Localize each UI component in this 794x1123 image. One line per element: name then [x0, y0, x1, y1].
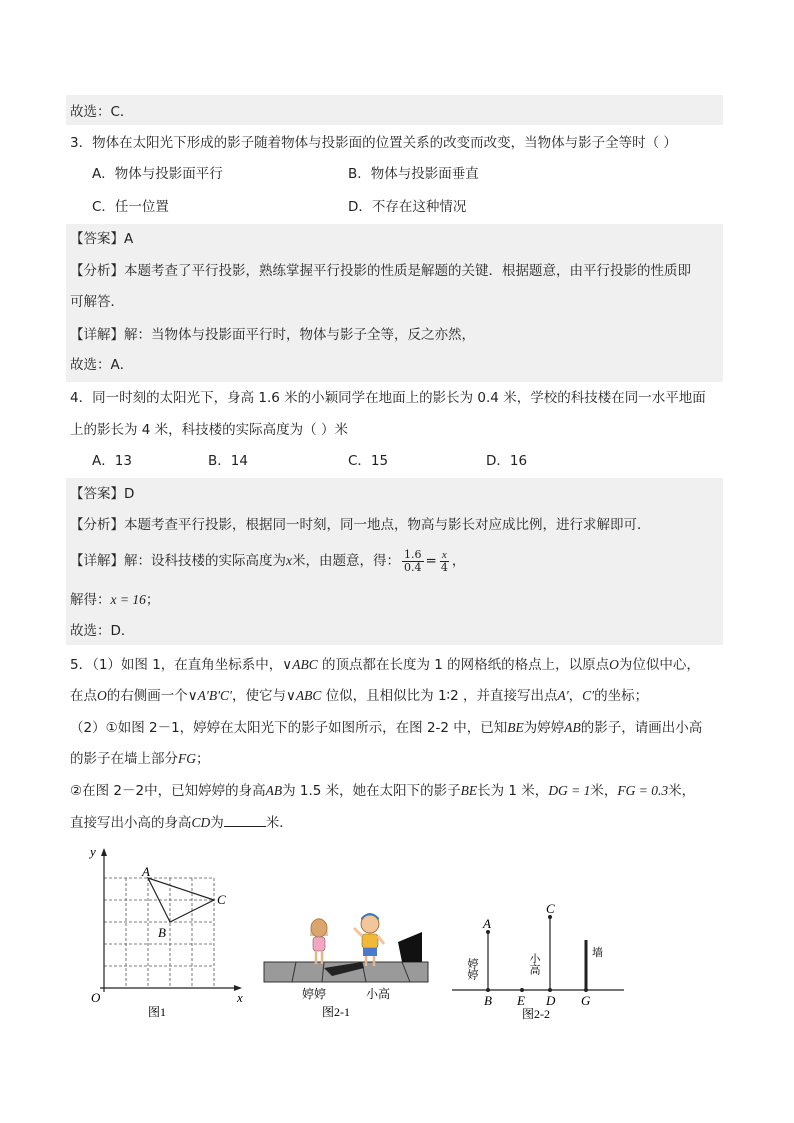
fig1-point-c: C: [217, 892, 226, 907]
q5-text: 为婷婷: [523, 720, 565, 736]
q4-detail-post: 米，由题意，得：: [292, 553, 400, 569]
q3-option-b: B．物体与投影面垂直: [348, 166, 479, 182]
fig1-y-label: y: [90, 844, 96, 859]
q4-option-d: D．16: [486, 453, 528, 469]
q4-equals: =: [425, 553, 437, 569]
q3-detail: 【详解】解：当物体与投影面平行时，物体与影子全等，反之亦然，: [70, 327, 475, 343]
q5-text: 米．: [265, 815, 293, 831]
q4-detail-end: ，: [451, 553, 466, 569]
fig2-2-label-tingting: 婷婷: [466, 958, 478, 980]
q5-text: 长为 1 米，: [477, 783, 549, 799]
q5-text: 为位似中心，: [618, 657, 700, 673]
q5-math: C′: [582, 688, 595, 703]
q5-text: ；: [196, 751, 210, 767]
q5-text: 直接写出小高的身高: [70, 815, 192, 831]
fig2-2-caption: 图2-2: [522, 1007, 550, 1021]
q5-para-1: [70, 655, 700, 675]
fig2-2-point-e: E: [517, 993, 525, 1008]
q5-math: DG = 1: [548, 783, 591, 798]
q5-para-3: [70, 718, 702, 738]
q4-fraction-1: [402, 549, 424, 574]
q5-math: FG = 0.3: [617, 783, 669, 798]
solution-block-q3: [66, 224, 723, 382]
fig2-2-point-d: D: [546, 993, 556, 1008]
q5-text: ，: [568, 688, 583, 704]
q5-text: 米，: [590, 783, 618, 799]
q4-stem-1: 4．同一时刻的太阳光下，身高 1.6 米的小颖同学在地面上的影长为 0.4 米，学校的科技楼在同一水平地面: [70, 390, 706, 406]
fig1-caption: 图1: [148, 1005, 167, 1019]
q5-para-4: [70, 749, 210, 769]
q4-solve-eq: x = 16: [110, 592, 146, 607]
q4-fraction-2-den: 4: [440, 560, 448, 574]
q5-text: ②在图 2－2中，已知婷婷的身高: [70, 783, 266, 799]
q5-text: 的影子在墙上部分: [70, 751, 178, 767]
fig1-point-b: B: [158, 925, 166, 940]
answer-blank[interactable]: [224, 812, 266, 827]
q4-detail-pre: 【详解】解：设科技楼的实际高度为: [70, 553, 286, 569]
solution-block-prev: [66, 95, 723, 125]
q5-text: 的右侧画一个∨: [106, 688, 198, 704]
q3-analysis-1: 【分析】本题考查了平行投影，熟练掌握平行投影的性质是解题的关键．根据题意，由平行投影的性质即: [70, 263, 691, 279]
q5-para-5: [70, 781, 695, 801]
q5-math: AB: [564, 720, 581, 735]
q3-analysis-2: 可解答．: [70, 294, 124, 310]
girl-figure: [310, 918, 328, 964]
q4-analysis: 【分析】本题考查平行投影，根据同一时刻，同一地点，物高与影长对应成比例，进行求解即可．: [70, 517, 651, 533]
q5-math: BE: [460, 783, 478, 798]
q5-text: 的影子，请画出小高: [580, 720, 703, 736]
q5-math: AB: [265, 783, 283, 798]
fig1-origin-label: O: [91, 990, 101, 1005]
q4-solve-end: ；: [145, 592, 160, 608]
q3-option-a: A．物体与投影面平行: [92, 166, 223, 182]
q5-math: A′B′C′: [197, 688, 232, 703]
figure-2-1: [262, 906, 430, 1020]
q3-option-c: C．任一位置: [92, 199, 169, 215]
q4-answer: 【答案】D: [70, 486, 135, 502]
q4-fraction-1-den: 0.4: [404, 560, 422, 574]
fig1-x-label: x: [237, 990, 243, 1005]
fig2-1-label-right: 小高: [366, 987, 391, 1001]
q5-text: 位似，且相似比为 1∶2 ，并直接写出点: [321, 688, 558, 704]
q4-solve-pre: 解得：: [70, 592, 111, 608]
q5-text: 5．（1）如图 1，在直角坐标系中，∨: [70, 657, 293, 673]
q5-text: 的坐标；: [594, 688, 649, 704]
q4-option-a: A．13: [92, 453, 132, 469]
q5-text: （2）①如图 2－1，婷婷在太阳光下的影子如图所示，在图 2-2 中，已知: [70, 720, 508, 736]
fig2-2-label-xiaogao: 小高: [528, 953, 540, 975]
fig1-point-a: A: [142, 864, 150, 879]
boy-figure: [354, 913, 384, 966]
q5-math: O: [97, 688, 107, 703]
fig2-2-point-g: G: [581, 993, 591, 1008]
q5-math: CD: [191, 815, 211, 830]
q5-text: 米，: [668, 783, 696, 799]
q5-para-6: [70, 812, 293, 833]
fig2-2-point-c: C: [546, 901, 555, 916]
q5-text: ，使它与∨: [232, 688, 296, 704]
q4-choose: 故选：D．: [70, 623, 135, 639]
q3-choose: 故选：A．: [70, 357, 134, 373]
q5-text: 在点: [70, 688, 97, 704]
fig2-1-caption: 图2-1: [322, 1005, 350, 1019]
q4-solve: [70, 590, 159, 610]
q5-math: FG: [178, 751, 196, 766]
q3-option-d: D．不存在这种情况: [348, 199, 467, 215]
q5-para-2: [70, 686, 648, 706]
fig2-2-point-a: A: [483, 916, 491, 931]
q5-math: ABC: [292, 657, 318, 672]
q3-answer: 【答案】A: [70, 231, 134, 247]
q4-fraction-2: [439, 549, 450, 574]
q4-fraction-2-num: x: [441, 548, 447, 561]
q4-fraction-1-num: 1.6: [404, 547, 422, 561]
q5-text: 为: [210, 815, 224, 831]
q4-detail-var: x: [286, 553, 292, 568]
q4-option-c: C．15: [348, 453, 389, 469]
q5-math: O: [609, 657, 619, 672]
figure-1: [86, 842, 256, 1020]
q3-stem: 3．物体在太阳光下形成的影子随着物体与投影面的位置关系的改变而改变，当物体与影子全等时（ ）: [70, 135, 677, 151]
q4-option-b: B．14: [208, 453, 248, 469]
q4-stem-2: 上的影长为 4 米，科技楼的实际高度为（ ）米: [70, 422, 348, 438]
q5-text: 为 1.5 米，她在太阳下的影子: [282, 783, 461, 799]
fig2-1-label-left: 婷婷: [302, 987, 327, 1001]
q5-math: A′: [557, 688, 569, 703]
figure-2-2: [450, 898, 630, 1022]
q5-math: BE: [507, 720, 524, 735]
q4-detail: [70, 546, 465, 576]
fig2-2-label-wall: 墙: [592, 947, 603, 959]
q5-text: 的顶点都在长度为 1 的网格纸的格点上，以原点: [317, 657, 610, 673]
q5-math: ABC: [295, 688, 322, 703]
prev-choose: 故选：C．: [70, 104, 134, 120]
fig2-2-point-b: B: [484, 993, 492, 1008]
